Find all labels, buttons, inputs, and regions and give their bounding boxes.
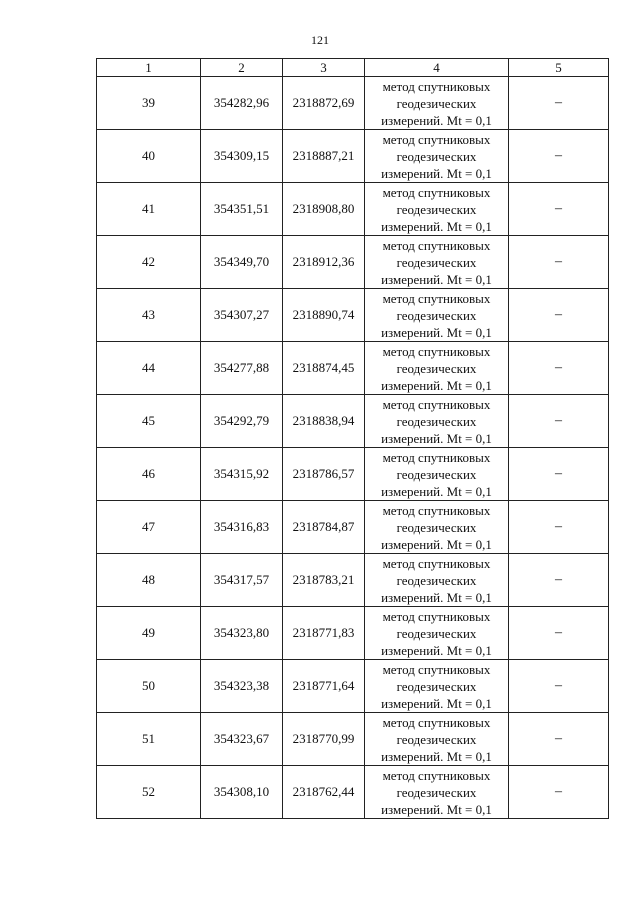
method-line: метод спутниковых bbox=[382, 661, 491, 677]
y-coordinate-cell: 2318783,21 bbox=[283, 554, 365, 607]
x-coordinate-cell: 354282,96 bbox=[201, 77, 283, 130]
table-row bbox=[97, 766, 609, 819]
method-line: измерений. Mt = 0,1 bbox=[381, 801, 492, 817]
method-cell bbox=[365, 289, 509, 342]
table-row bbox=[97, 289, 609, 342]
note-cell: – bbox=[509, 130, 609, 183]
note-cell: – bbox=[509, 501, 609, 554]
y-coordinate-cell: 2318786,57 bbox=[283, 448, 365, 501]
method-line: геодезических bbox=[396, 148, 477, 164]
point-number-cell: 51 bbox=[97, 713, 201, 766]
x-coordinate-cell: 354277,88 bbox=[201, 342, 283, 395]
method-cell bbox=[365, 130, 509, 183]
point-number-cell: 46 bbox=[97, 448, 201, 501]
note-cell: – bbox=[509, 342, 609, 395]
method-line: измерений. Mt = 0,1 bbox=[381, 377, 492, 393]
point-number-cell: 43 bbox=[97, 289, 201, 342]
x-coordinate-cell: 354323,80 bbox=[201, 607, 283, 660]
table-row bbox=[97, 342, 609, 395]
column-header: 3 bbox=[283, 59, 365, 77]
method-cell bbox=[365, 554, 509, 607]
x-coordinate-cell: 354307,27 bbox=[201, 289, 283, 342]
point-number-cell: 48 bbox=[97, 554, 201, 607]
method-line: геодезических bbox=[396, 519, 477, 535]
method-line: геодезических bbox=[396, 413, 477, 429]
table-row bbox=[97, 77, 609, 130]
note-cell: – bbox=[509, 766, 609, 819]
table-row bbox=[97, 607, 609, 660]
y-coordinate-cell: 2318771,64 bbox=[283, 660, 365, 713]
method-line: геодезических bbox=[396, 360, 477, 376]
method-cell bbox=[365, 395, 509, 448]
point-number-cell: 39 bbox=[97, 77, 201, 130]
point-number-cell: 50 bbox=[97, 660, 201, 713]
y-coordinate-cell: 2318887,21 bbox=[283, 130, 365, 183]
method-line: геодезических bbox=[396, 254, 477, 270]
table-row bbox=[97, 395, 609, 448]
point-number-cell: 45 bbox=[97, 395, 201, 448]
method-cell bbox=[365, 660, 509, 713]
method-line: метод спутниковых bbox=[382, 237, 491, 253]
x-coordinate-cell: 354351,51 bbox=[201, 183, 283, 236]
y-coordinate-cell: 2318908,80 bbox=[283, 183, 365, 236]
y-coordinate-cell: 2318838,94 bbox=[283, 395, 365, 448]
method-line: метод спутниковых bbox=[382, 714, 491, 730]
method-line: геодезических bbox=[396, 678, 477, 694]
column-header: 4 bbox=[365, 59, 509, 77]
method-line: измерений. Mt = 0,1 bbox=[381, 271, 492, 287]
note-cell: – bbox=[509, 713, 609, 766]
y-coordinate-cell: 2318770,99 bbox=[283, 713, 365, 766]
method-line: метод спутниковых bbox=[382, 290, 491, 306]
y-coordinate-cell: 2318912,36 bbox=[283, 236, 365, 289]
method-line: измерений. Mt = 0,1 bbox=[381, 165, 492, 181]
method-line: геодезических bbox=[396, 95, 477, 111]
method-line: геодезических bbox=[396, 731, 477, 747]
note-cell: – bbox=[509, 183, 609, 236]
method-cell bbox=[365, 236, 509, 289]
method-line: измерений. Mt = 0,1 bbox=[381, 324, 492, 340]
column-header: 1 bbox=[97, 59, 201, 77]
note-cell: – bbox=[509, 607, 609, 660]
method-line: измерений. Mt = 0,1 bbox=[381, 536, 492, 552]
method-cell bbox=[365, 448, 509, 501]
page-number: 121 bbox=[311, 33, 329, 47]
method-line: метод спутниковых bbox=[382, 449, 491, 465]
point-number-cell: 42 bbox=[97, 236, 201, 289]
table-header bbox=[97, 59, 609, 77]
table-body bbox=[97, 77, 609, 819]
table-row bbox=[97, 713, 609, 766]
method-line: метод спутниковых bbox=[382, 608, 491, 624]
method-cell bbox=[365, 183, 509, 236]
method-line: геодезических bbox=[396, 307, 477, 323]
y-coordinate-cell: 2318771,83 bbox=[283, 607, 365, 660]
method-line: метод спутниковых bbox=[382, 184, 491, 200]
x-coordinate-cell: 354349,70 bbox=[201, 236, 283, 289]
method-line: метод спутниковых bbox=[382, 502, 491, 518]
method-line: измерений. Mt = 0,1 bbox=[381, 218, 492, 234]
method-line: геодезических bbox=[396, 201, 477, 217]
table-row bbox=[97, 660, 609, 713]
header-row bbox=[97, 59, 609, 77]
y-coordinate-cell: 2318874,45 bbox=[283, 342, 365, 395]
point-number-cell: 52 bbox=[97, 766, 201, 819]
x-coordinate-cell: 354323,67 bbox=[201, 713, 283, 766]
point-number-cell: 44 bbox=[97, 342, 201, 395]
coordinates-table bbox=[96, 58, 609, 819]
method-cell bbox=[365, 607, 509, 660]
x-coordinate-cell: 354317,57 bbox=[201, 554, 283, 607]
method-line: метод спутниковых bbox=[382, 131, 491, 147]
x-coordinate-cell: 354292,79 bbox=[201, 395, 283, 448]
point-number-cell: 41 bbox=[97, 183, 201, 236]
x-coordinate-cell: 354309,15 bbox=[201, 130, 283, 183]
note-cell: – bbox=[509, 289, 609, 342]
method-line: геодезических bbox=[396, 572, 477, 588]
table-row bbox=[97, 130, 609, 183]
method-cell bbox=[365, 713, 509, 766]
method-line: измерений. Mt = 0,1 bbox=[381, 483, 492, 499]
method-cell bbox=[365, 342, 509, 395]
note-cell: – bbox=[509, 236, 609, 289]
point-number-cell: 49 bbox=[97, 607, 201, 660]
method-line: измерений. Mt = 0,1 bbox=[381, 642, 492, 658]
method-line: геодезических bbox=[396, 625, 477, 641]
method-line: метод спутниковых bbox=[382, 343, 491, 359]
table-row bbox=[97, 501, 609, 554]
table-row bbox=[97, 183, 609, 236]
x-coordinate-cell: 354323,38 bbox=[201, 660, 283, 713]
method-line: измерений. Mt = 0,1 bbox=[381, 112, 492, 128]
note-cell: – bbox=[509, 77, 609, 130]
table-row bbox=[97, 236, 609, 289]
method-line: метод спутниковых bbox=[382, 767, 491, 783]
method-line: метод спутниковых bbox=[382, 78, 491, 94]
x-coordinate-cell: 354315,92 bbox=[201, 448, 283, 501]
method-line: метод спутниковых bbox=[382, 396, 491, 412]
note-cell: – bbox=[509, 395, 609, 448]
method-line: измерений. Mt = 0,1 bbox=[381, 748, 492, 764]
method-line: геодезических bbox=[396, 466, 477, 482]
x-coordinate-cell: 354316,83 bbox=[201, 501, 283, 554]
note-cell: – bbox=[509, 448, 609, 501]
y-coordinate-cell: 2318890,74 bbox=[283, 289, 365, 342]
point-number-cell: 47 bbox=[97, 501, 201, 554]
method-cell bbox=[365, 501, 509, 554]
method-line: измерений. Mt = 0,1 bbox=[381, 430, 492, 446]
column-header: 2 bbox=[201, 59, 283, 77]
y-coordinate-cell: 2318784,87 bbox=[283, 501, 365, 554]
table-row bbox=[97, 448, 609, 501]
method-line: измерений. Mt = 0,1 bbox=[381, 695, 492, 711]
y-coordinate-cell: 2318872,69 bbox=[283, 77, 365, 130]
column-header: 5 bbox=[509, 59, 609, 77]
table-row bbox=[97, 554, 609, 607]
method-cell bbox=[365, 77, 509, 130]
note-cell: – bbox=[509, 554, 609, 607]
point-number-cell: 40 bbox=[97, 130, 201, 183]
y-coordinate-cell: 2318762,44 bbox=[283, 766, 365, 819]
x-coordinate-cell: 354308,10 bbox=[201, 766, 283, 819]
method-line: метод спутниковых bbox=[382, 555, 491, 571]
method-line: измерений. Mt = 0,1 bbox=[381, 589, 492, 605]
note-cell: – bbox=[509, 660, 609, 713]
method-line: геодезических bbox=[396, 784, 477, 800]
method-cell bbox=[365, 766, 509, 819]
